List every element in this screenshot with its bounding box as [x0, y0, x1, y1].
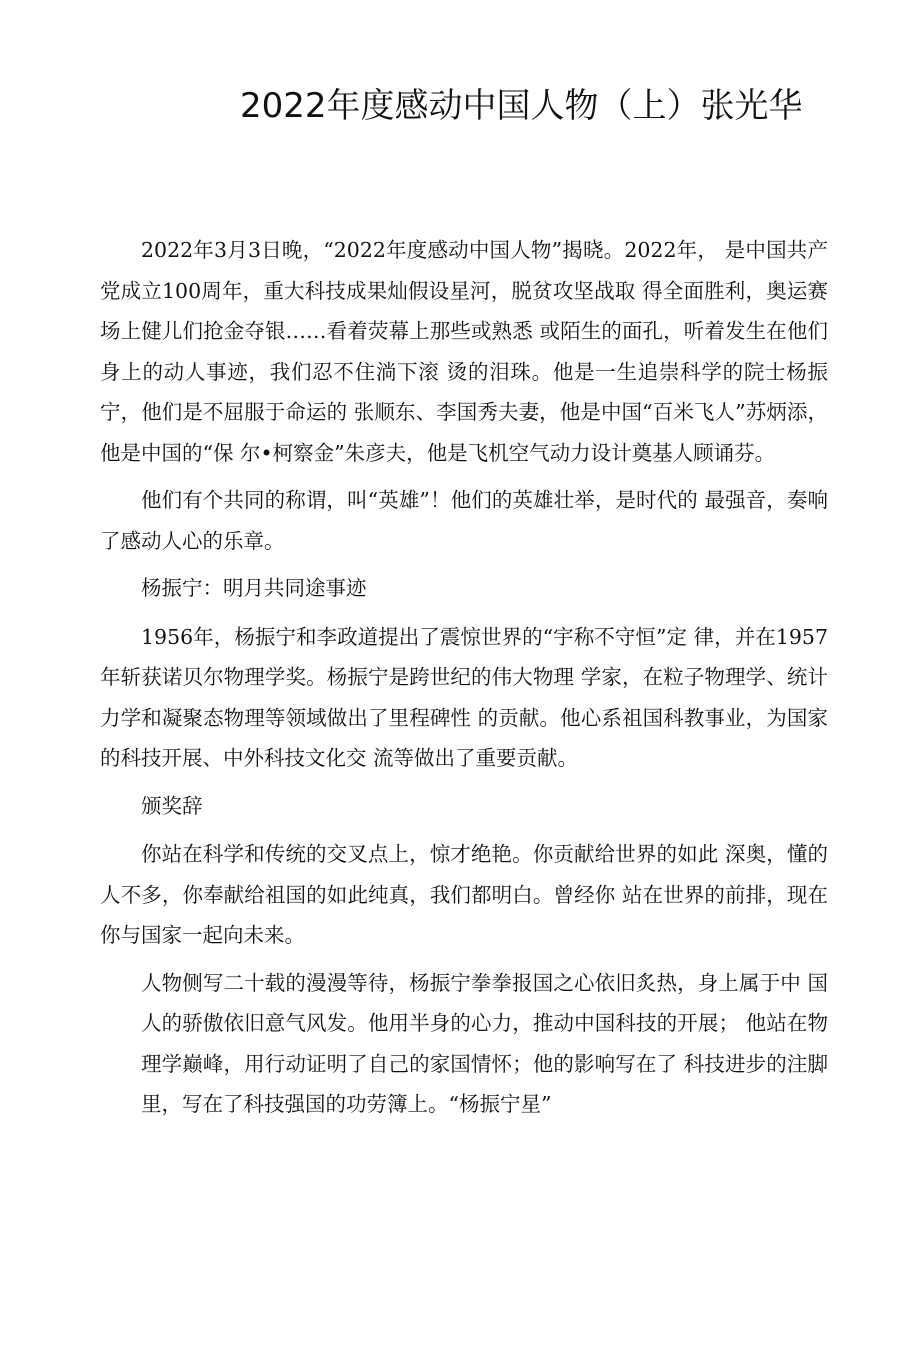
paragraph-heroes: 他们有个共同的称谓，叫“英雄”！他们的英雄壮举，是时代的 最强音，奏响了感动人心的乐章。: [100, 488, 828, 553]
paragraph-profile: 人物侧写二十载的漫漫等待，杨振宁拳拳报国之心依旧炙热，身上属于中 国人的骄傲依旧意气风发。他用半身的心力，推动中国科技的开展； 他站在物理学巅峰，用行动证明了自己的家国情怀；他的影响写在了 科技进步的注脚里，写在了科技强国的功劳簿上。“杨振宁星”: [141, 970, 828, 1116]
document-body: [100, 230, 828, 1132]
paragraph-award-speech: 你站在科学和传统的交叉点上，惊才绝艳。你贡献给世界的如此 深奥，懂的人不多，你奉献给祖国的如此纯真，我们都明白。曾经你 站在世界的前排，现在你与国家一起向未来。: [100, 842, 828, 947]
paragraph-intro: 2022年3月3日晚，“2022年度感动中国人物”揭晓。2022年， 是中国共产党成立100周年，重大科技成果灿假设星河，脱贫攻坚战取 得全面胜利，奥运赛场上健儿们抢金夺银……看着荧幕上那些或熟悉 或陌生的面孔，听着发生在他们身上的动人事迹，我们忍不住淌下滚 烫的泪珠。他是一生追崇科学的院士杨振宁，他们是不屈服于命运的 张顺东、李国秀夫妻，他是中国“百米飞人”苏炳添，他是中国的“保 尔•柯察金”朱彦夫，他是飞机空气动力设计奠基人顾诵芬。: [100, 238, 828, 465]
section-heading-award-speech: 颁奖辞: [141, 793, 203, 818]
section-heading-yang: 杨振宁：明月共同途事迹: [141, 576, 367, 600]
document-title: 2022年度感动中国人物（上）张光华: [240, 86, 803, 126]
paragraph-yang-deeds: 1956年，杨振宁和李政道提出了震惊世界的“宇称不守恒”定 律，并在1957年斩获诺贝尔物理学奖。杨振宁是跨世纪的伟大物理 学家，在粒子物理学、统计力学和凝聚态物理等领域做出了里程碑性 的贡献。他心系祖国科教事业，为国家的科技开展、中外科技文化交 流等做出了重要贡献。: [100, 624, 828, 770]
